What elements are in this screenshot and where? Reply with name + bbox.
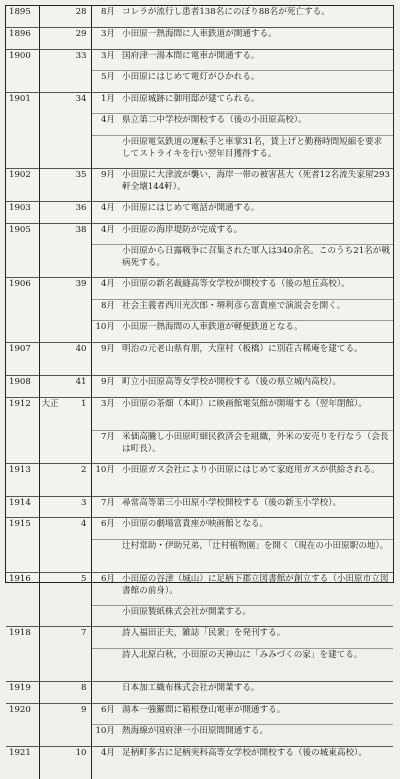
event-cell: 明治の元老山県有朋，大窪村（板橋）に別荘古稀庵を建てる。 (118, 343, 393, 376)
era-cell (39, 169, 66, 202)
event-cell: 国府津一湯本間に電車が開通する。 (118, 49, 393, 71)
event-cell: 詩人北原白秋，小田原の天神山に「みみづくの家」を建てる。 (118, 649, 393, 682)
year-cell: 1902 (6, 169, 39, 202)
table-row (6, 136, 393, 169)
era-year-cell: 4 (66, 518, 91, 540)
event-cell: 小田原にはじめて電灯がひかれる。 (118, 71, 393, 93)
table-row (6, 397, 393, 430)
table-row (6, 278, 393, 300)
table-row (6, 299, 393, 321)
era-year-cell (66, 71, 91, 93)
chronology-rows (6, 6, 393, 779)
month-cell: 6月 (91, 703, 118, 725)
era-year-cell (66, 430, 91, 463)
era-cell (39, 223, 66, 245)
event-cell: 小田原ガス会社により小田原にはじめて家庭用ガスが供給される。 (118, 463, 393, 496)
table-row (6, 463, 393, 496)
event-cell: 県立第二中学校が開校する（後の小田原高校）。 (118, 114, 393, 136)
era-cell (39, 299, 66, 321)
era-year-cell: 39 (66, 278, 91, 300)
era-year-cell (66, 649, 91, 682)
era-year-cell (66, 245, 91, 278)
era-cell (39, 746, 66, 779)
year-cell: 1912 (6, 397, 39, 430)
history-table-page (5, 5, 394, 758)
era-year-cell: 34 (66, 92, 91, 114)
event-cell: 小田原の海岸堤防が完成する。 (118, 223, 393, 245)
era-cell (39, 343, 66, 376)
era-cell (39, 49, 66, 71)
table-row (6, 649, 393, 682)
event-cell: 社会主義者西川光次郎・堺利彦ら富貴座で演説会を開く。 (118, 299, 393, 321)
table-row (6, 376, 393, 398)
era-cell (39, 539, 66, 572)
year-cell (6, 649, 39, 682)
era-year-cell: 35 (66, 169, 91, 202)
era-year-cell: 36 (66, 202, 91, 224)
event-cell: 湯本一強羅間に箱根登山電車が開通する。 (118, 703, 393, 725)
chronology-table (6, 6, 393, 779)
table-row (6, 223, 393, 245)
era-cell (39, 518, 66, 540)
month-cell: 8月 (91, 299, 118, 321)
table-row (6, 202, 393, 224)
year-cell (6, 71, 39, 93)
event-cell: 小田原電気鉄道の運転手と車掌31名，賃上げと勤務時間短縮を要求してストライキを行い翌年目獲得する。 (118, 136, 393, 169)
era-year-cell: 8 (66, 682, 91, 704)
era-year-cell: 29 (66, 28, 91, 50)
era-year-cell: 5 (66, 572, 91, 605)
era-cell (39, 649, 66, 682)
month-cell: 5月 (91, 71, 118, 93)
table-row (6, 71, 393, 93)
month-cell: 4月 (91, 202, 118, 224)
month-cell: 4月 (91, 223, 118, 245)
event-cell: 足柄町多古に足柄実科高等女学校が開校する（後の城東高校）。 (118, 746, 393, 779)
year-cell (6, 725, 39, 747)
month-cell: 1月 (91, 92, 118, 114)
era-cell (39, 28, 66, 50)
month-cell: 3月 (91, 28, 118, 50)
era-cell (39, 605, 66, 627)
month-cell (91, 605, 118, 627)
event-cell: 小田原の谷津（城山）に足柄下郡立図書館が創立する（小田原市立図書館の前身）。 (118, 572, 393, 605)
era-year-cell (66, 539, 91, 572)
era-year-cell: 10 (66, 746, 91, 779)
era-cell (39, 682, 66, 704)
month-cell: 3月 (91, 49, 118, 71)
year-cell (6, 539, 39, 572)
month-cell: 4月 (91, 114, 118, 136)
year-cell: 1918 (6, 627, 39, 649)
month-cell (91, 245, 118, 278)
era-cell (39, 202, 66, 224)
year-cell: 1913 (6, 463, 39, 496)
era-cell (39, 430, 66, 463)
event-cell: 熱海線が国府津一小田原間開通する。 (118, 725, 393, 747)
era-cell (39, 496, 66, 518)
table-row (6, 746, 393, 779)
year-cell: 1920 (6, 703, 39, 725)
year-cell: 1919 (6, 682, 39, 704)
month-cell: 4月 (91, 746, 118, 779)
table-row (6, 321, 393, 343)
year-cell (6, 430, 39, 463)
era-cell (39, 627, 66, 649)
era-year-cell: 40 (66, 343, 91, 376)
event-cell: 小田原から日露戦争に召集された軍人は340余名。このうち21名が戦病死する。 (118, 245, 393, 278)
era-cell (39, 321, 66, 343)
era-year-cell: 1 (66, 397, 91, 430)
event-cell: 小田原の新名裁縫高等女学校が開校する（後の旭丘高校）。 (118, 278, 393, 300)
era-cell (39, 136, 66, 169)
year-cell: 1905 (6, 223, 39, 245)
era-cell (39, 6, 66, 28)
table-row (6, 245, 393, 278)
month-cell (91, 627, 118, 649)
table-row (6, 703, 393, 725)
event-cell: 小田原の劇場富貴座が映画館となる。 (118, 518, 393, 540)
month-cell: 3月 (91, 397, 118, 430)
event-cell: 小田原の茶畑（本町）に映画館電気館が開場する（翌年閉館）。 (118, 397, 393, 430)
month-cell: 10月 (91, 321, 118, 343)
month-cell: 8月 (100, 7, 115, 17)
year-cell: 1903 (6, 202, 39, 224)
year-cell (6, 321, 39, 343)
table-row (6, 725, 393, 747)
era-year-cell: 38 (66, 223, 91, 245)
event-cell: 詩人福田正夫，雑誌「民衆」を発刊する。 (118, 627, 393, 649)
year-cell (6, 136, 39, 169)
table-row (6, 169, 393, 202)
event-cell: 小田原城跡に御用邸が建てられる。 (118, 92, 393, 114)
era-cell: 大正 (39, 397, 66, 430)
month-cell (91, 136, 118, 169)
year-cell: 1895 (6, 6, 39, 28)
era-cell (39, 278, 66, 300)
year-cell: 1921 (6, 746, 39, 779)
era-year-cell: 41 (66, 376, 91, 398)
month-cell: 6月 (91, 518, 118, 540)
month-cell (91, 649, 118, 682)
era-year-cell (66, 725, 91, 747)
era-year-cell: 28 (66, 6, 91, 28)
era-cell (39, 71, 66, 93)
table-row (6, 430, 393, 463)
event-cell: コレラが流行し患者138名にのぼり88名が死亡する。 (122, 7, 330, 17)
year-cell (6, 245, 39, 278)
era-year-cell: 2 (66, 463, 91, 496)
event-cell: 小田原一熱海間に人車鉄道が開通する。 (118, 28, 393, 50)
table-row (6, 49, 393, 71)
era-year-cell (66, 321, 91, 343)
event-cell: 尋常高等第三小田原小学校開校する（後の新玉小学校）。 (118, 496, 393, 518)
table-row (6, 28, 393, 50)
year-cell: 1900 (6, 49, 39, 71)
era-year-cell (66, 136, 91, 169)
month-cell: 7月 (91, 496, 118, 518)
table-row (6, 343, 393, 376)
era-cell (39, 92, 66, 114)
month-cell: 9月 (91, 343, 118, 376)
table-row (6, 6, 393, 28)
table-row (6, 92, 393, 114)
event-cell: 米価高騰し小田原町細民救済会を組織，外米の安売りを行なう（会長は町長）。 (118, 430, 393, 463)
year-cell: 1915 (6, 518, 39, 540)
event-cell: 辻村常助・伊助兄弟，「辻村植物園」を開く（現在の小田原駅の地）。 (118, 539, 393, 572)
table-row (6, 539, 393, 572)
era-year-cell: 9 (66, 703, 91, 725)
era-year-cell (66, 299, 91, 321)
month-cell (91, 539, 118, 572)
era-cell (39, 376, 66, 398)
year-cell: 1908 (6, 376, 39, 398)
event-cell: 小田原一熱海間の人車鉄道が軽便鉄道となる。 (118, 321, 393, 343)
table-row (6, 682, 393, 704)
year-cell: 1914 (6, 496, 39, 518)
event-cell: 小田原にはじめて電話が開通する。 (118, 202, 393, 224)
era-cell (39, 245, 66, 278)
table-row (6, 114, 393, 136)
table-row (6, 627, 393, 649)
month-cell: 7月 (91, 430, 118, 463)
event-cell: 町立小田原高等女学校が開校する（後の県立城内高校）。 (118, 376, 393, 398)
month-cell: 10月 (91, 463, 118, 496)
year-cell: 1901 (6, 92, 39, 114)
year-cell: 1916 (6, 572, 39, 605)
year-cell: 1896 (6, 28, 39, 50)
year-cell (6, 114, 39, 136)
year-cell (6, 299, 39, 321)
event-cell: 小田原製紙株式会社が開業する。 (118, 605, 393, 627)
era-year-cell: 33 (66, 49, 91, 71)
month-cell (91, 682, 118, 704)
year-cell: 1907 (6, 343, 39, 376)
month-cell: 9月 (91, 376, 118, 398)
era-year-cell: 3 (66, 496, 91, 518)
era-year-cell: 7 (66, 627, 91, 649)
month-cell: 10月 (91, 725, 118, 747)
era-year-cell (66, 114, 91, 136)
table-row (6, 496, 393, 518)
era-year-cell (66, 605, 91, 627)
era-cell (39, 725, 66, 747)
era-cell (39, 703, 66, 725)
table-row (6, 605, 393, 627)
event-cell: 小田原に大津波が襲い，海岸一帯の被害甚大（死者12名流失家屋293軒全壊144軒）。 (118, 169, 393, 202)
month-cell: 9月 (91, 169, 118, 202)
era-cell (39, 114, 66, 136)
table-row (6, 518, 393, 540)
year-cell (6, 605, 39, 627)
month-cell: 4月 (91, 278, 118, 300)
year-cell: 1906 (6, 278, 39, 300)
event-cell: 日本加工織布株式会社が開業する。 (118, 682, 393, 704)
era-cell (39, 463, 66, 496)
month-cell: 6月 (91, 572, 118, 605)
